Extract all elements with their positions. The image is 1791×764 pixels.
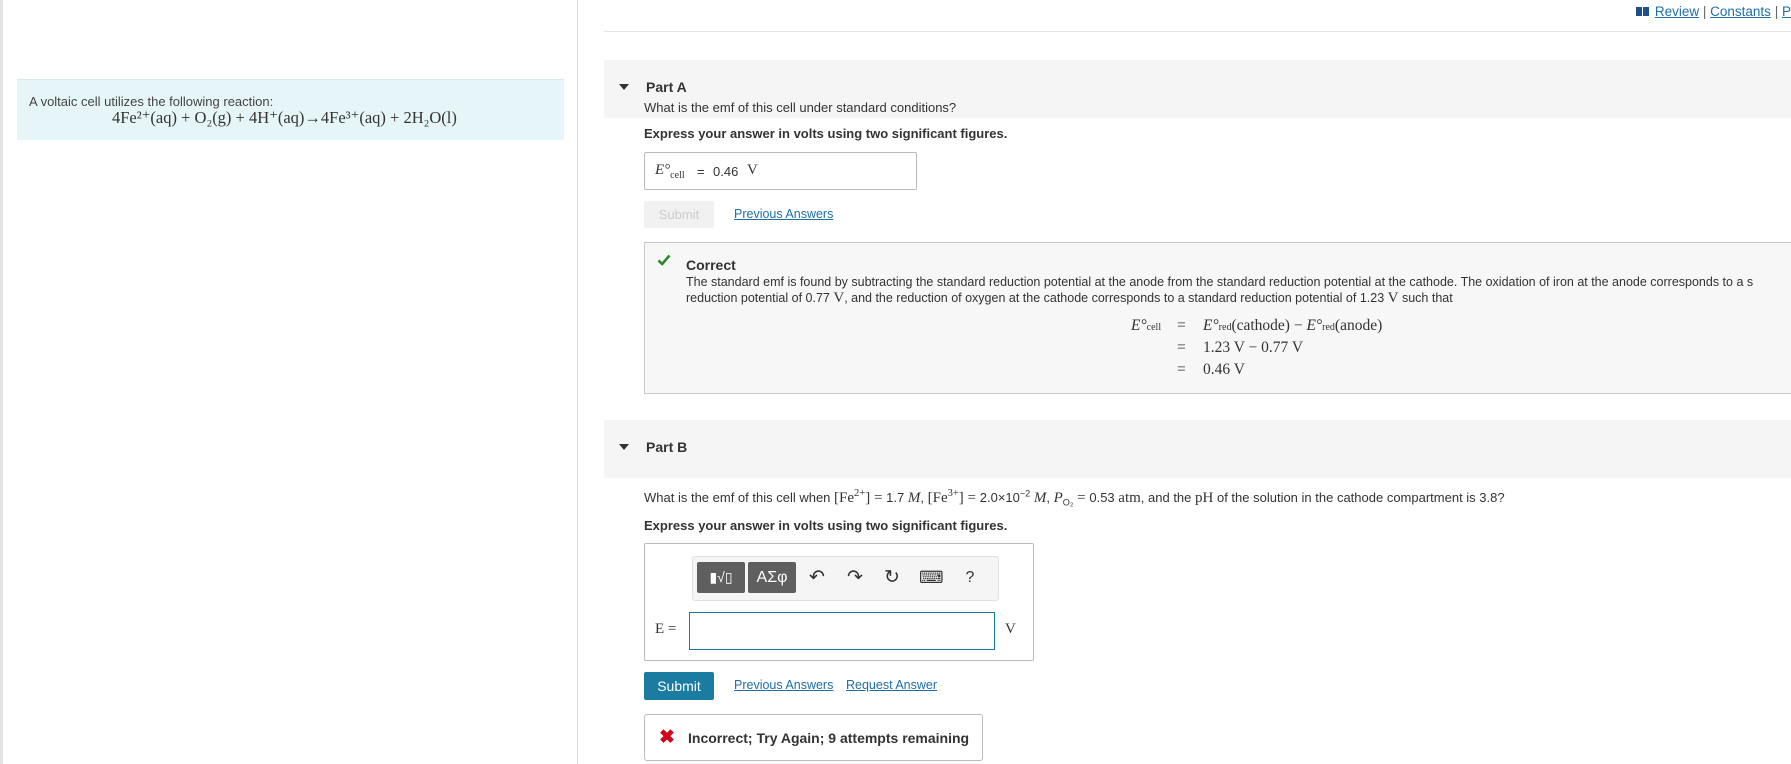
part-a-answer-unit: V	[747, 162, 758, 178]
keyboard-icon[interactable]: ⌨	[919, 568, 944, 587]
review-link[interactable]: Review	[1654, 4, 1700, 19]
column-divider	[577, 0, 578, 764]
answer-label: $E^\circ_{cell}$	[655, 162, 685, 181]
periodic-table-link[interactable]: P	[1781, 4, 1791, 19]
feedback-status: Correct	[686, 257, 736, 273]
reaction-equation: 4Fe²⁺(aq) + O₂(g) + 4H⁺(aq)→4Fe³⁺(aq) + 2H₂O(l)	[112, 108, 457, 127]
reset-icon[interactable]: ↻	[884, 567, 900, 588]
part-b-answer-unit: V	[1005, 621, 1016, 637]
part-a-answer-box	[644, 152, 917, 190]
part-b-submit-button[interactable]: Submit	[644, 672, 714, 700]
problem-statement	[17, 79, 564, 140]
redo-icon[interactable]: ↷	[847, 567, 863, 588]
book-icon	[1636, 7, 1649, 16]
undo-icon[interactable]: ↶	[809, 567, 825, 588]
top-links	[1636, 4, 1791, 19]
collapse-triangle-icon[interactable]	[619, 84, 629, 90]
left-rail	[0, 0, 3, 764]
part-a-feedback: Correct The standard emf is found by subtracting the standard reduction potential at the anode from the standard reduction potential at the cathode. The oxidation of iron at the anode corresponds to a s reduction potential of 0.77 V, and the reduction of oxygen at the cathode corresponds to a standard reduction potential of 1.23 V such that E°cell = E°red(cathode) − E°red(anode) = 1.23 V − 0.77 V = 0.46 V	[644, 242, 1791, 394]
part-b-instruction: Express your answer in volts using two significant figures.	[644, 518, 1008, 533]
math-toolbar	[692, 556, 999, 601]
part-b-question: What is the emf of this cell when $[Fe^{2+}] = 1.7$ M, $[Fe^{3+}] = 2.0\times 10^{-2}$ M, $P_{O_2} = 0.53$ atm, and the pH of the solution in the cathode compartment is 3.8?	[644, 488, 1505, 508]
feedback-explanation: The standard emf is found by subtracting the standard reduction potential at the anode from the standard reduction potential at the cathode. The oxidation of iron at the anode corresponds to a s reduction potential of 0.77 V, and the reduction of oxygen at the cathode corresponds to a standard reduction potential of 1.23 V such that	[686, 275, 1754, 306]
greek-symbols-button[interactable]: ΑΣφ	[748, 562, 796, 593]
part-a-previous-answers-link[interactable]: Previous Answers	[734, 207, 834, 221]
part-a-instruction: Express your answer in volts using two significant figures.	[644, 126, 1008, 141]
answer-label: E =	[655, 621, 677, 637]
part-b-feedback	[644, 714, 983, 761]
part-a-title: Part A	[646, 79, 687, 95]
part-b-previous-answers-link[interactable]: Previous Answers	[734, 678, 834, 692]
link-separator: |	[1774, 4, 1779, 19]
part-a-submit-button[interactable]: Submit	[644, 201, 714, 228]
collapse-triangle-icon[interactable]	[619, 444, 629, 450]
part-b-header[interactable]	[604, 420, 1791, 478]
request-answer-link[interactable]: Request Answer	[846, 678, 938, 692]
top-rule	[604, 31, 1791, 32]
incorrect-x-icon: ✖	[659, 727, 675, 748]
problem-intro: A voltaic cell utilizes the following reaction:	[29, 94, 274, 109]
constants-link[interactable]: Constants	[1710, 4, 1771, 19]
part-b-title: Part B	[646, 439, 688, 455]
feedback-status: Incorrect; Try Again; 9 attempts remaining	[688, 730, 970, 746]
part-b-answer-editor	[644, 543, 1034, 661]
part-a-question: What is the emf of this cell under standard conditions?	[644, 100, 957, 115]
check-icon	[657, 253, 671, 267]
link-separator: |	[1702, 4, 1707, 19]
equals-sign: =	[697, 164, 705, 179]
part-b-answer-input[interactable]	[689, 612, 995, 650]
templates-button[interactable]: ▮√▯	[697, 562, 745, 593]
help-icon[interactable]: ?	[965, 569, 975, 586]
part-a-answer-value: 0.46	[713, 164, 739, 179]
